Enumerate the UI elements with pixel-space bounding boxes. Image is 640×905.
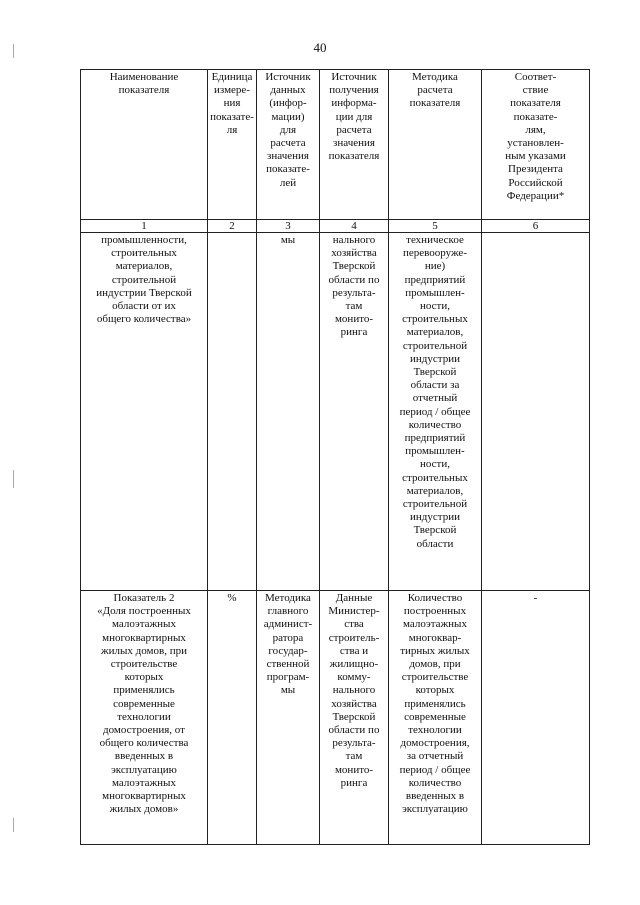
page-number: 40	[313, 40, 327, 55]
column-number: 3	[257, 220, 320, 233]
cell-method: техническое перевооруже- ние) предприятий промышлен- ности, строительных материалов, строительной индустрии Тверской области за отчетный период / общее количество предприятий промышлен- ности, строительных материалов, строительной индустрии Тверской области	[389, 233, 482, 591]
indicators-table	[80, 69, 590, 845]
column-number-row	[81, 220, 590, 233]
table-header-row	[81, 70, 590, 220]
cell-info-source: нального хозяйства Тверской области по результа- там монито- ринга	[320, 233, 389, 591]
margin-scan-mark	[13, 44, 14, 58]
cell-data-source: мы	[257, 233, 320, 591]
column-number: 5	[389, 220, 482, 233]
header-method: Методика расчета показателя	[389, 70, 482, 220]
cell-unit	[208, 233, 257, 591]
header-unit: Единица измере- ния показате- ля	[208, 70, 257, 220]
cell-unit: %	[208, 591, 257, 845]
cell-compliance: -	[482, 591, 590, 845]
cell-data-source: Методика главного админист- ратора государ- ственной програм- мы	[257, 591, 320, 845]
cell-info-source: Данные Министер- ства строитель- ства и жилищно- комму- нального хозяйства Тверской области по результа- там монито- ринга	[320, 591, 389, 845]
cell-method: Количество построенных малоэтажных многоквар- тирных жилых домов, при строительстве которых применялись современные технологии домостроения, за отчетный период / общее количество введенных в эксплуатацию	[389, 591, 482, 845]
column-number: 4	[320, 220, 389, 233]
column-number: 6	[482, 220, 590, 233]
cell-compliance	[482, 233, 590, 591]
header-data-source: Источник данных (инфор- мации) для расчета значения показате- лей	[257, 70, 320, 220]
column-number: 2	[208, 220, 257, 233]
header-compliance: Соответ- ствие показателя показате- лям, установлен- ным указами Президента Российской Федерации*	[482, 70, 590, 220]
margin-scan-mark	[13, 470, 14, 488]
table-row	[81, 591, 590, 845]
cell-indicator-name: Показатель 2 «Доля построенных малоэтажных многоквартирных жилых домов, при строительстве которых применялись современные технологии домостроения, от общего количества введенных в эксплуатацию малоэтажных многоквартирных жилых домов»	[81, 591, 208, 845]
header-info-source: Источник получения информа- ции для расчета значения показателя	[320, 70, 389, 220]
column-number: 1	[81, 220, 208, 233]
header-indicator-name: Наименование показателя	[81, 70, 208, 220]
cell-indicator-name: промышленности, строительных материалов, строительной индустрии Тверской области от их общего количества»	[81, 233, 208, 591]
table-row	[81, 233, 590, 591]
margin-scan-mark	[13, 818, 14, 832]
